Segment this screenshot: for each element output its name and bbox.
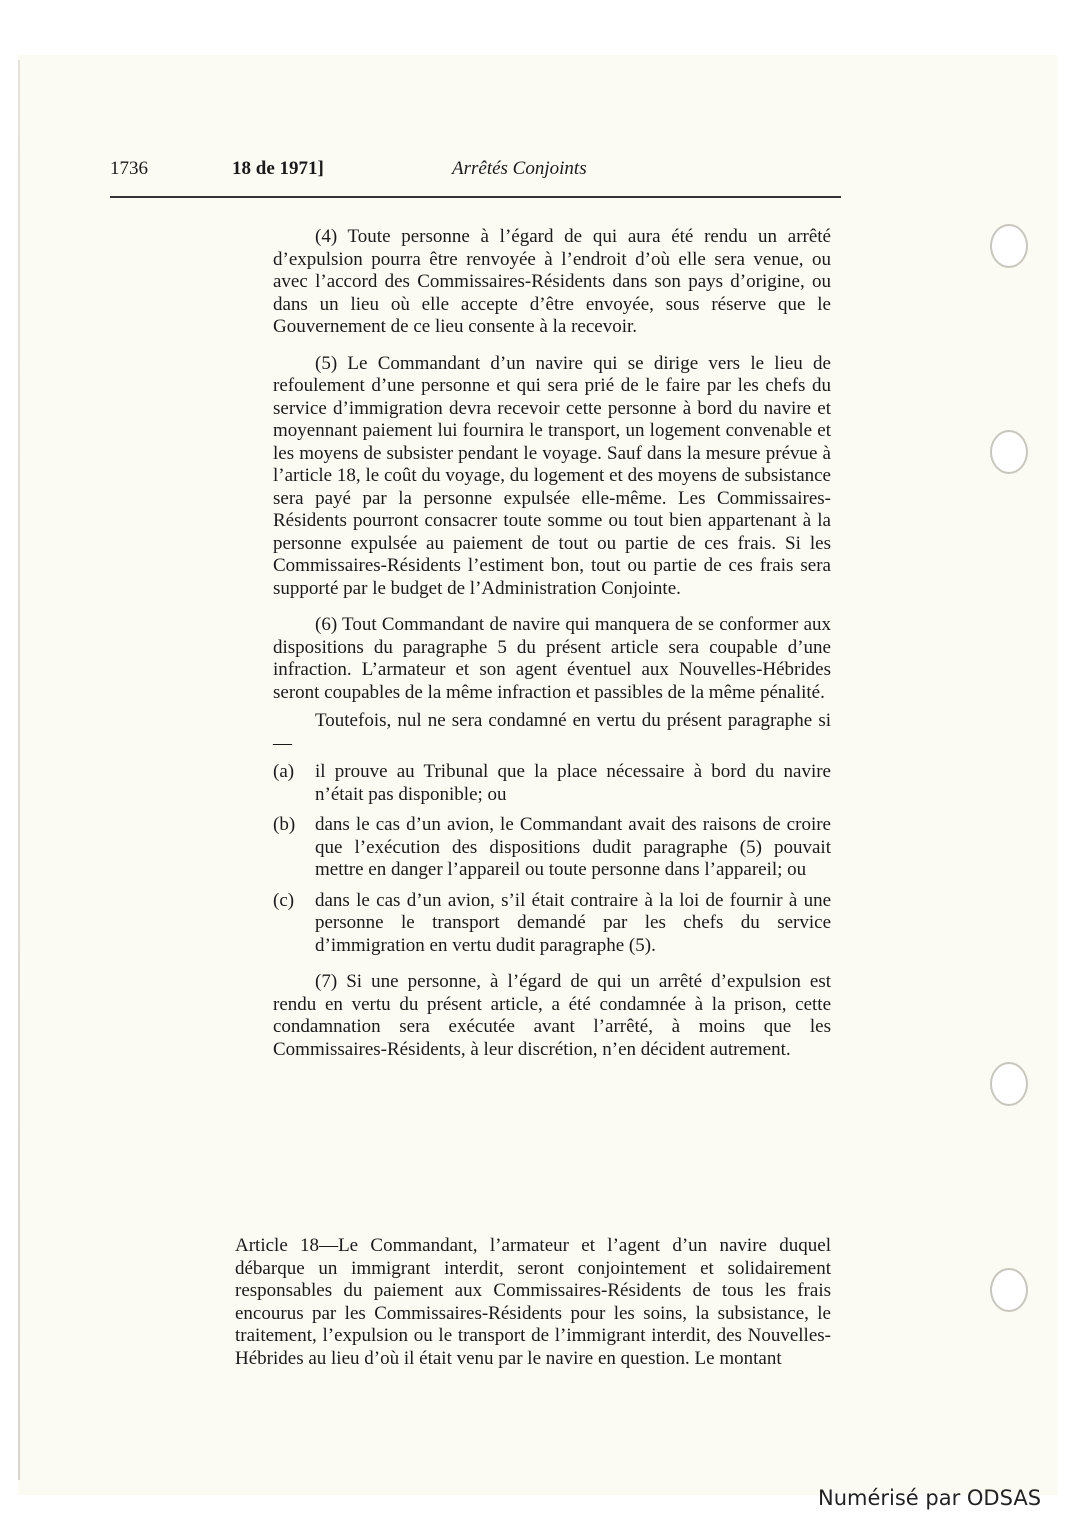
paragraph-4: (4) Toute personne à l’égard de qui aura été rendu un arrêté d’expulsion pourra être renvoyée à l’endroit d’où elle sera venue, ou avec l’accord des Commissaires-Résidents dans son pays d’origine, ou dans un lieu où elle accepte d’être envoyée, sous réserve que le Gouvernement de ce lieu consente à la recevoir. — [273, 226, 831, 337]
article-heading: Article 18 — [235, 1235, 320, 1256]
item-text: dans le cas d’un avion, le Commandant avait des raisons de croire que l’exécution des dispositions dudit paragraphe (5) pouvait mettre en danger l’appareil ou toute personne dans l’appareil; ou — [315, 814, 831, 880]
list-item — [273, 814, 831, 882]
digitization-credit: Numérisé par ODSAS — [818, 1486, 1042, 1510]
page-number: 1736 — [110, 158, 148, 179]
punch-hole — [990, 224, 1028, 268]
item-label: (a) — [273, 761, 295, 782]
paragraph-6-proviso: Toutefois, nul ne sera condamné en vertu du présent paragraphe si— — [273, 710, 831, 754]
punch-hole — [990, 1268, 1028, 1312]
punch-hole — [990, 430, 1028, 474]
punch-hole — [990, 1062, 1028, 1106]
list-item — [273, 761, 831, 806]
body-text — [273, 226, 831, 1075]
paragraph-5: (5) Le Commandant d’un navire qui se dirige vers le lieu de refoulement d’une personne et qui sera prié de le faire par les chefs du service d’immigration devra recevoir cette personne à bord du navire et moyennant paiement lui fournira le transport, un logement convenable et les moyens de subsister pendant le voyage. Sauf dans la mesure prévue à l’article 18, le coût du voyage, du logement et des moyens de subsistance sera payé par la personne expulsée elle-même. Les Commissaires-Résidents pourront consacrer toute somme ou tout bien appartenant à la personne expulsée au paiement de tout ou partie de ces frais. Si les Commissaires-Résidents l’estiment bon, tout ou partie de ces frais sera supporté par le budget de l’Administration Conjointe. — [273, 352, 831, 599]
header-title: Arrêtés Conjoints — [452, 158, 587, 179]
item-text: dans le cas d’un avion, s’il était contraire à la loi de fournir à une personne le transport demandé par les chefs du service d’immigration en vertu dudit paragraphe (5). — [315, 889, 831, 956]
paragraph-7: (7) Si une personne, à l’égard de qui un arrêté d’expulsion est rendu en vertu du présent article, a été condamnée à la prison, cette condamnation sera exécutée avant l’arrêté, à moins que les Commissaires-Résidents, à leur discrétion, n’en décident autrement. — [273, 971, 831, 1060]
item-label: (b) — [273, 814, 296, 835]
item-label: (c) — [273, 889, 295, 911]
running-header — [110, 158, 840, 184]
item-text: il prouve au Tribunal que la place nécessaire à bord du navire n’était pas disponible; ou — [315, 761, 831, 805]
page-edge — [18, 60, 20, 1480]
article-text: —Le Commandant, l’armateur et l’agent d’un navire duquel débarque un immigrant interdit, seront conjointement et solidairement responsables du paiement aux Commissaires-Résidents de tous les frais encourus par les Commissaires-Résidents pour les soins, la subsistance, le traitement, l’expulsion ou le transport de l’immigrant interdit, des Nouvelles-Hébrides au lieu d’où il était venu par le navire en question. Le montant — [235, 1235, 831, 1369]
list-item — [273, 890, 831, 958]
paragraph-6: (6) Tout Commandant de navire qui manquera de se conformer aux dispositions du paragraphe 5 du présent article sera coupable d’une infraction. L’armateur et son agent éventuel aux Nouvelles-Hébrides seront coupables de la même infraction et passibles de la même pénalité. — [273, 614, 831, 703]
ordinance-number: 18 de 1971] — [232, 158, 324, 179]
article-18 — [235, 1235, 831, 1370]
header-rule — [110, 196, 841, 198]
